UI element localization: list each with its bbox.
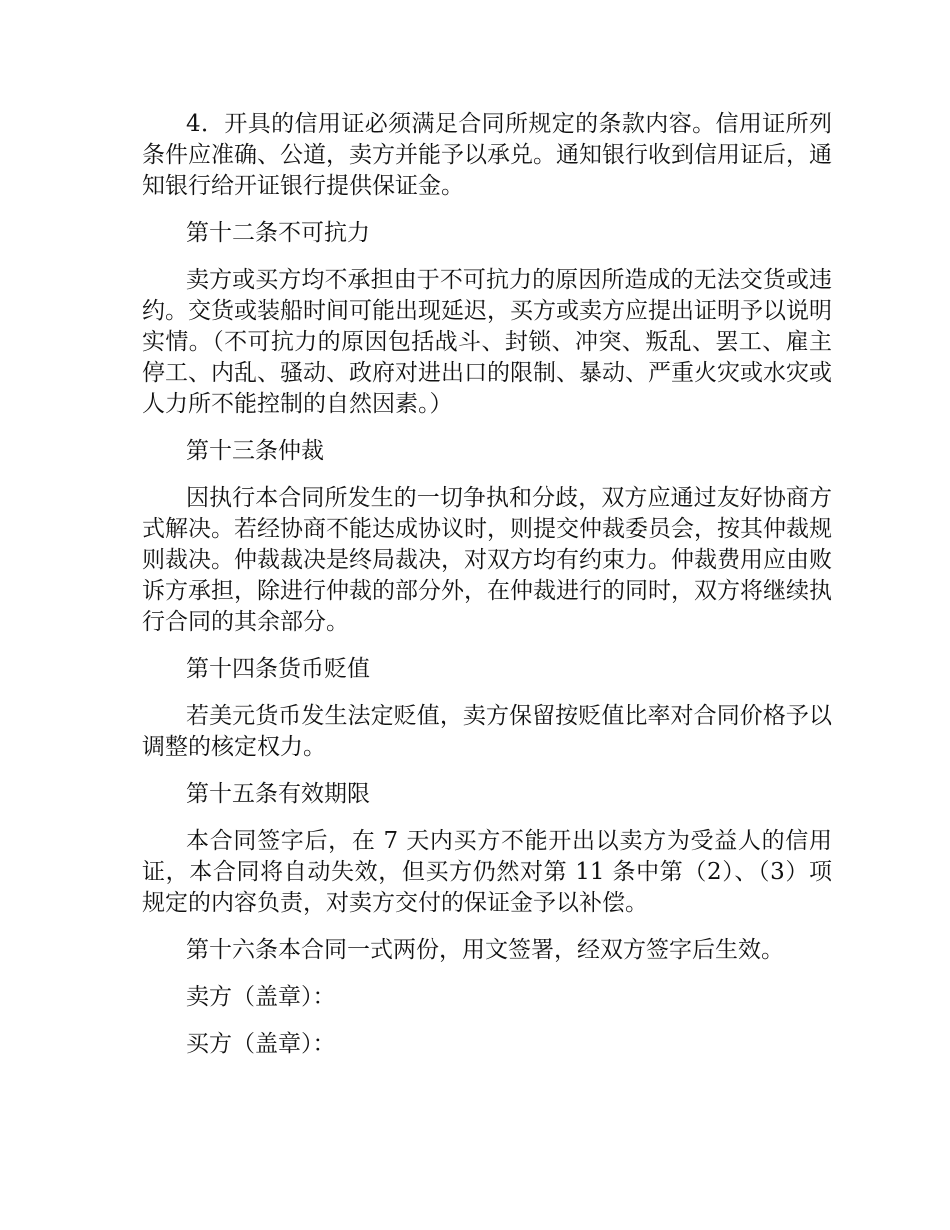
- seller-seal-line: 卖方（盖章）：: [186, 984, 336, 1010]
- document-body: [142, 109, 832, 1076]
- paragraph-validity-period: 本合同签字后，在 7 天内买方不能开出以卖方为受益人的信用证，本合同将自动失效，但买方仍然对第 11 条中第（2）、（3）项规定的内容负责，对卖方交付的保证金予以补偿。: [142, 828, 832, 916]
- article-15-heading: 第十五条有效期限: [186, 781, 370, 807]
- paragraph-arbitration: 因执行本合同所发生的一切争执和分歧，双方应通过友好协商方式解决。若经协商不能达成协议时，则提交仲裁委员会，按其仲裁规则裁决。仲裁裁决是终局裁决，对双方均有约束力。仲裁费用应由败诉方承担，除进行仲裁的部分外，在仲裁进行的同时，双方将继续执行合同的其余部分。: [142, 485, 832, 635]
- article-14-heading: 第十四条货币贬值: [186, 656, 370, 682]
- paragraph-currency-devaluation: 若美元货币发生法定贬值，卖方保留按贬值比率对合同价格予以调整的核定权力。: [142, 703, 832, 760]
- buyer-seal-line: 买方（盖章）：: [186, 1031, 336, 1057]
- paragraph-force-majeure: 卖方或买方均不承担由于不可抗力的原因所造成的无法交货或违约。交货或装船时间可能出现延迟，买方或卖方应提出证明予以说明实情。（不可抗力的原因包括战斗、封锁、冲突、叛乱、罢工、雇主停工、内乱、骚动、政府对进出口的限制、暴动、严重火灾或水灾或人力所不能控制的自然因素。）: [142, 267, 832, 417]
- paragraph-letter-of-credit: 4．开具的信用证必须满足合同所规定的条款内容。信用证所列条件应准确、公道，卖方并能予以承兑。通知银行收到信用证后，通知银行给开证银行提供保证金。: [142, 111, 832, 199]
- article-13-heading: 第十三条仲裁: [186, 438, 324, 464]
- article-16-heading: 第十六条本合同一式两份，用文签署，经双方签字后生效。: [186, 937, 784, 963]
- article-12-heading: 第十二条不可抗力: [186, 220, 370, 246]
